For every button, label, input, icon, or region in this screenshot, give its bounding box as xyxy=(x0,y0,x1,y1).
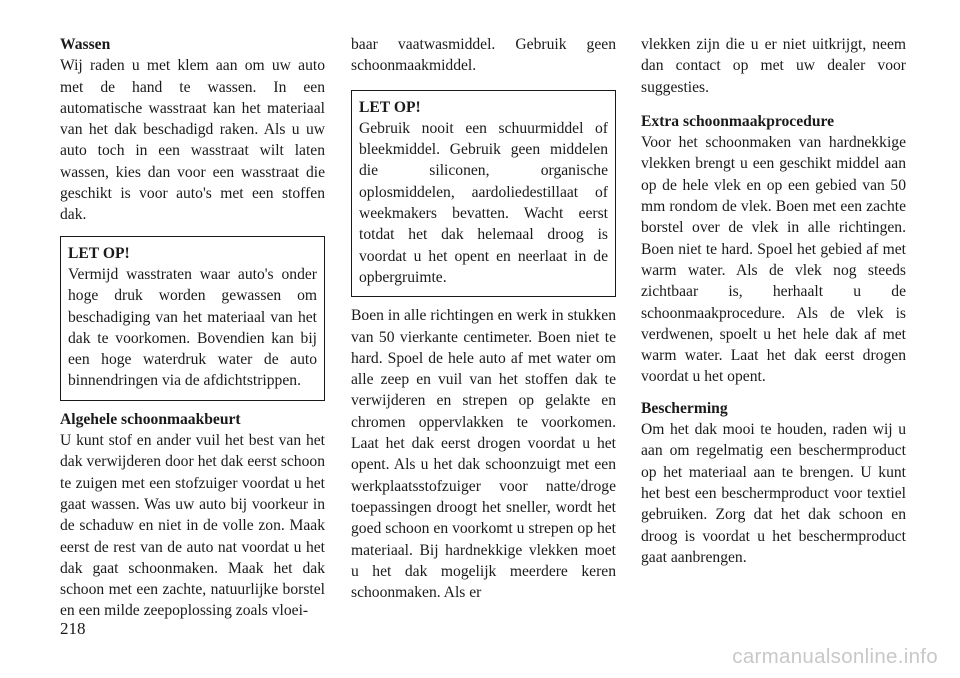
section-extra-schoonmaakprocedure xyxy=(641,111,906,388)
section-bescherming xyxy=(641,398,906,568)
section-heading-extra-schoonmaakprocedure: Extra schoonmaakprocedure xyxy=(641,112,835,130)
warning-title: LET OP! xyxy=(68,244,130,262)
warning-text: Vermijd wasstraten waar auto's onder hoge druk worden gewassen om beschadiging van het materiaal van het dak te voorkomen. Bovendien kan bij een hoge waterdruk water de auto binnendringen via de afdichtstrippen. xyxy=(68,265,317,390)
warning-box xyxy=(60,236,325,401)
warning-text: Gebruik nooit een schuurmiddel of bleekmiddel. Gebruik geen middelen die siliconen, organische oplosmiddelen, aardoliedestillaat of weekmakers bevatten. Wacht eerst totdat het dak helemaal droog is voordat u het opent en neerlaat in de opbergruimte. xyxy=(359,119,608,286)
warning-title: LET OP! xyxy=(359,98,421,116)
page-number: 218 xyxy=(60,619,86,638)
column-middle xyxy=(351,34,616,603)
section-algehele-schoonmaakbeurt xyxy=(60,409,325,622)
watermark-text: carmanualsonline.info xyxy=(732,645,938,668)
column-left xyxy=(60,34,325,622)
body-paragraph-boen: Boen in alle richtingen en werk in stukken van 50 vierkante centimeter. Boen niet te hard. Spoel de hele auto af met water om alle zeep en vuil van het stoffen dak te verwijderen en strepen op gelakte en chromen oppervlakken te voorkomen. Laat het dak eerst drogen voordat u het opent. Als u het dak schoonzuigt met een werkplaatsstofzuiger voor natte/droge toepassingen droogt het sneller, wordt het goed schoon en voorkomt u strepen op het materiaal. Bij hardnekkige vlekken moet u het dak mogelijk meerdere keren schoonmaken. Als er xyxy=(351,307,616,602)
body-paragraph-wassen: Wij raden u met klem aan om uw auto met de hand te wassen. In een automatische wasstraat kan het materiaal van het dak beschadigd raken. Als u uw auto toch in een wasstraat wilt laten wassen, kies dan voor een wasstraat die geschikt is voor auto's met een stoffen dak. xyxy=(60,57,325,224)
body-paragraph-bescherming: Om het dak mooi te houden, raden wij u aan om regelmatig een beschermproduct op het materiaal aan te brengen. U kunt het best een beschermproduct voor textiel gebruiken. Zorg dat het dak schoon en droog is voordat u het beschermproduct gaat aanbrengen. xyxy=(641,421,906,566)
section-heading-wassen: Wassen xyxy=(60,36,111,53)
body-paragraph-continuation: baar vaatwasmiddel. Gebruik geen schoonmaakmiddel. xyxy=(351,36,616,75)
body-paragraph-extra-schoonmaakprocedure: Voor het schoonmaken van hardnekkige vlekken brengt u een geschikt middel aan op de hele vlek en op een gebied van 50 mm rondom de vlek. Boen met een zachte borstel over de vlek in alle richtingen. Boen niet te hard. Spoel het gebied af met warm water. Als de vlek nog steeds zichtbaar is, herhaalt u de schoonmaakprocedure. Als de vlek is verdwenen, spoelt u het hele dak af met warm water. Laat het dak eerst drogen voordat u het opent. xyxy=(641,134,906,386)
section-wassen xyxy=(60,34,325,226)
column-right xyxy=(641,34,906,568)
warning-box xyxy=(351,90,616,298)
section-heading-bescherming: Bescherming xyxy=(641,399,728,417)
body-paragraph-continuation: vlekken zijn die u er niet uitkrijgt, neem dan contact op met uw dealer voor suggesties. xyxy=(641,36,906,96)
body-paragraph-algehele-schoonmaakbeurt: U kunt stof en ander vuil het best van het dak verwijderen door het dak eerst schoon te zuigen met een stofzuiger voordat u het gaat wassen. Was uw auto bij voorkeur in de schaduw en niet in de volle zon. Maak eerst de rest van de auto nat voordat u het dak gaat schoonmaken. Maak het dak schoon met een zachte, natuurlijke borstel en een milde zeepoplossing zoals vloei- xyxy=(60,432,325,620)
section-heading-algehele-schoonmaakbeurt: Algehele schoonmaakbeurt xyxy=(60,410,241,428)
